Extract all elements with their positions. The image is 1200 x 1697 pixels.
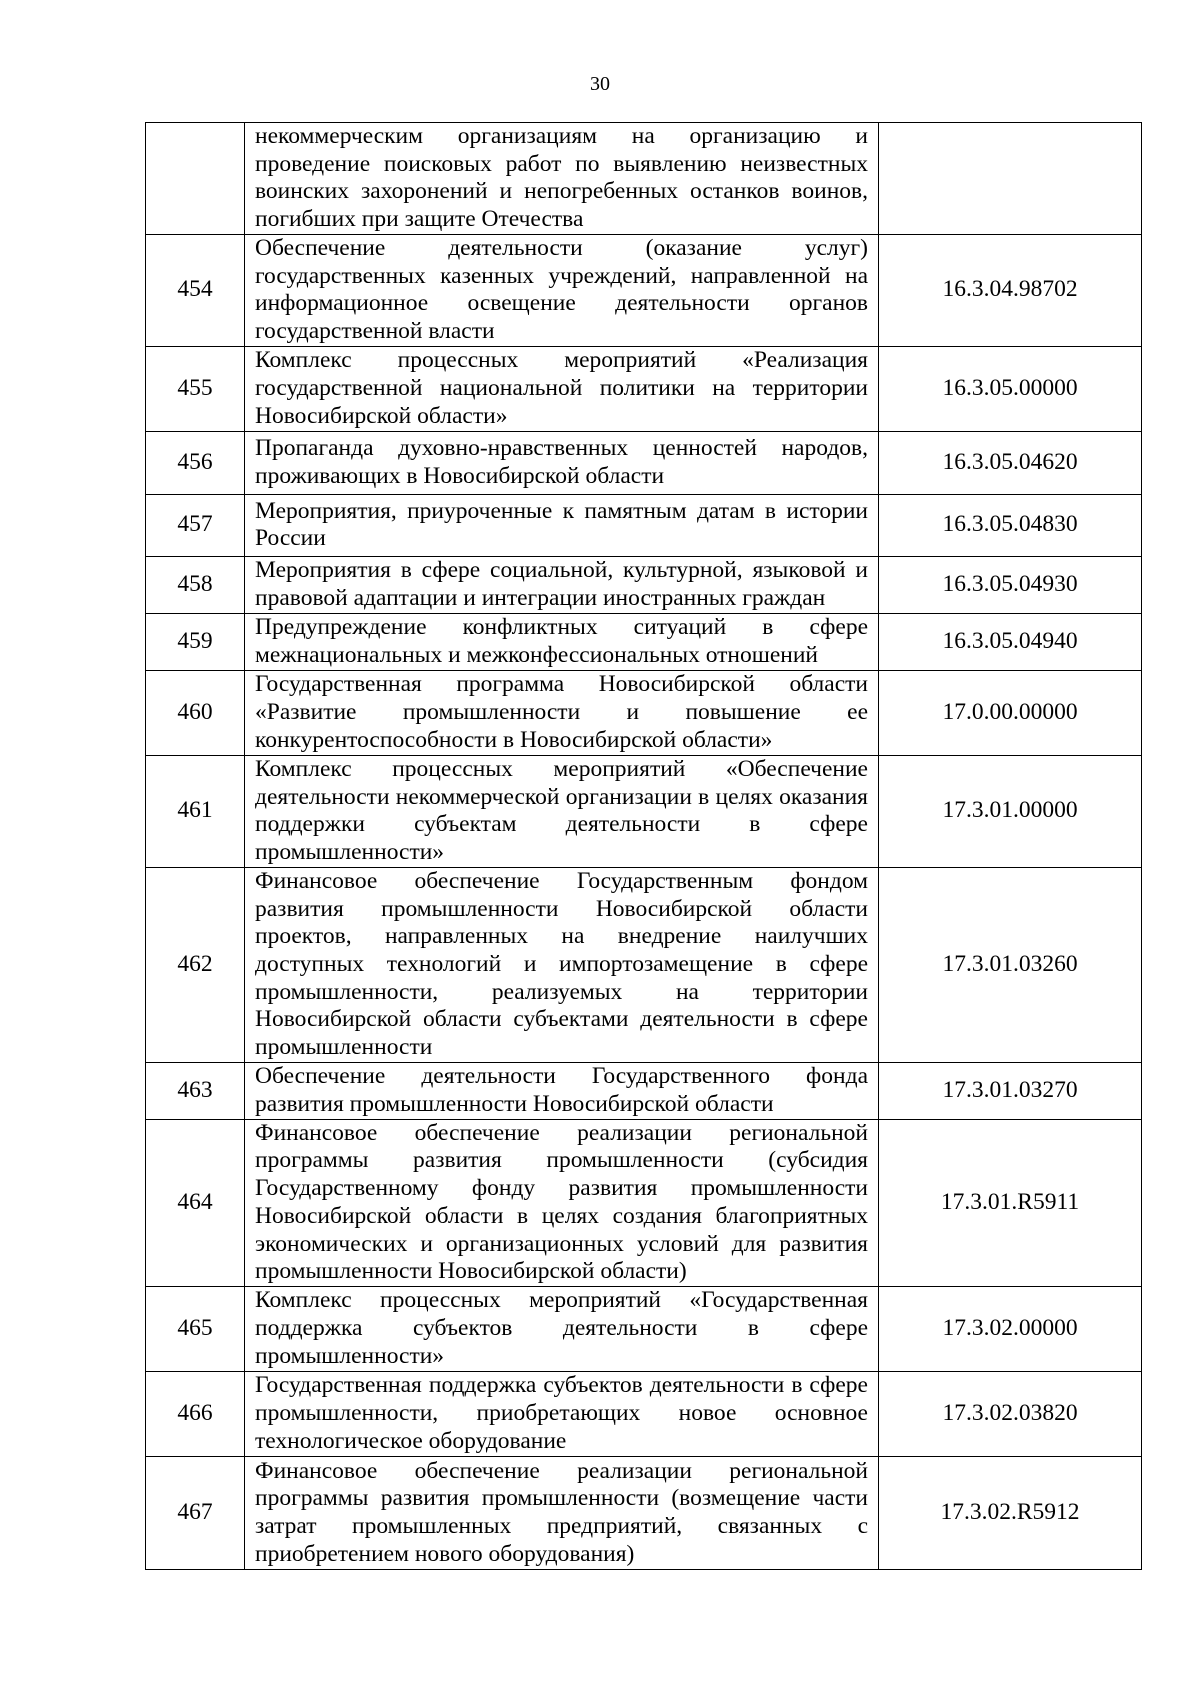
row-description: Финансовое обеспечение реализации региональной программы развития промышленности (возмещение части затрат промышленных предприятий, связанных с приобретением нового оборудования) [245,1456,879,1569]
row-description: Обеспечение деятельности (оказание услуг) государственных казенных учреждений, направленной на информационное освещение деятельности органов государственной власти [245,234,879,346]
row-description: некоммерческим организациям на организацию и проведение поисковых работ по выявлению неизвестных воинских захоронений и непогребенных останков воинов, погибших при защите Отечества [245,123,879,235]
row-number: 458 [146,556,245,613]
row-code: 17.3.01.03270 [879,1062,1142,1119]
row-code: 17.3.02.R5912 [879,1456,1142,1569]
row-number: 456 [146,431,245,494]
row-code: 16.3.05.04930 [879,556,1142,613]
table-row [146,670,1142,755]
row-description: Финансовое обеспечение Государственным фондом развития промышленности Новосибирской области проектов, направленных на внедрение наилучших доступных технологий и импортозамещение в сфере промышленности, реализуемых на территории Новосибирской области субъектами деятельности в сфере промышленности [245,867,879,1062]
row-code [879,123,1142,235]
row-number [146,123,245,235]
row-number: 459 [146,613,245,670]
table-row [146,1119,1142,1286]
row-code: 17.0.00.00000 [879,670,1142,755]
row-code: 16.3.05.04940 [879,613,1142,670]
row-number: 465 [146,1286,245,1371]
table-row [146,1371,1142,1456]
row-description: Комплекс процессных мероприятий «Реализация государственной национальной политики на территории Новосибирской области» [245,346,879,431]
row-code: 16.3.05.04830 [879,494,1142,556]
row-description: Мероприятия в сфере социальной, культурной, языковой и правовой адаптации и интеграции иностранных граждан [245,556,879,613]
row-description: Мероприятия, приуроченные к памятным датам в истории России [245,494,879,556]
row-code: 16.3.04.98702 [879,234,1142,346]
row-number: 454 [146,234,245,346]
row-number: 466 [146,1371,245,1456]
table-row [146,123,1142,235]
table-row [146,234,1142,346]
row-number: 462 [146,867,245,1062]
table-row [146,1286,1142,1371]
row-number: 455 [146,346,245,431]
row-number: 467 [146,1456,245,1569]
row-description: Комплекс процессных мероприятий «Государственная поддержка субъектов деятельности в сфере промышленности» [245,1286,879,1371]
table-row [146,1062,1142,1119]
table-row [146,494,1142,556]
table-row [146,346,1142,431]
table-row [146,556,1142,613]
row-description: Обеспечение деятельности Государственного фонда развития промышленности Новосибирской области [245,1062,879,1119]
row-number: 461 [146,755,245,867]
row-number: 460 [146,670,245,755]
table-row [146,755,1142,867]
row-number: 464 [146,1119,245,1286]
row-description: Государственная программа Новосибирской области «Развитие промышленности и повышение ее конкурентоспособности в Новосибирской области» [245,670,879,755]
row-description: Государственная поддержка субъектов деятельности в сфере промышленности, приобретающих новое основное технологическое оборудование [245,1371,879,1456]
row-number: 463 [146,1062,245,1119]
row-code: 17.3.01.00000 [879,755,1142,867]
row-number: 457 [146,494,245,556]
row-code: 16.3.05.00000 [879,346,1142,431]
table-row [146,431,1142,494]
row-code: 17.3.02.03820 [879,1371,1142,1456]
table-row [146,1456,1142,1569]
table-row [146,867,1142,1062]
row-code: 16.3.05.04620 [879,431,1142,494]
row-description: Предупреждение конфликтных ситуаций в сфере межнациональных и межконфессиональных отношений [245,613,879,670]
page-number: 30 [590,73,610,95]
row-description: Комплекс процессных мероприятий «Обеспечение деятельности некоммерческой организации в целях оказания поддержки субъектам деятельности в сфере промышленности» [245,755,879,867]
row-code: 17.3.01.03260 [879,867,1142,1062]
row-description: Пропаганда духовно-нравственных ценностей народов, проживающих в Новосибирской области [245,431,879,494]
table-row [146,613,1142,670]
row-code: 17.3.02.00000 [879,1286,1142,1371]
row-code: 17.3.01.R5911 [879,1119,1142,1286]
row-description: Финансовое обеспечение реализации региональной программы развития промышленности (субсидия Государственному фонду развития промышленности Новосибирской области в целях создания благоприятных экономических и организационных условий для развития промышленности Новосибирской области) [245,1119,879,1286]
classification-table [145,122,1142,1570]
